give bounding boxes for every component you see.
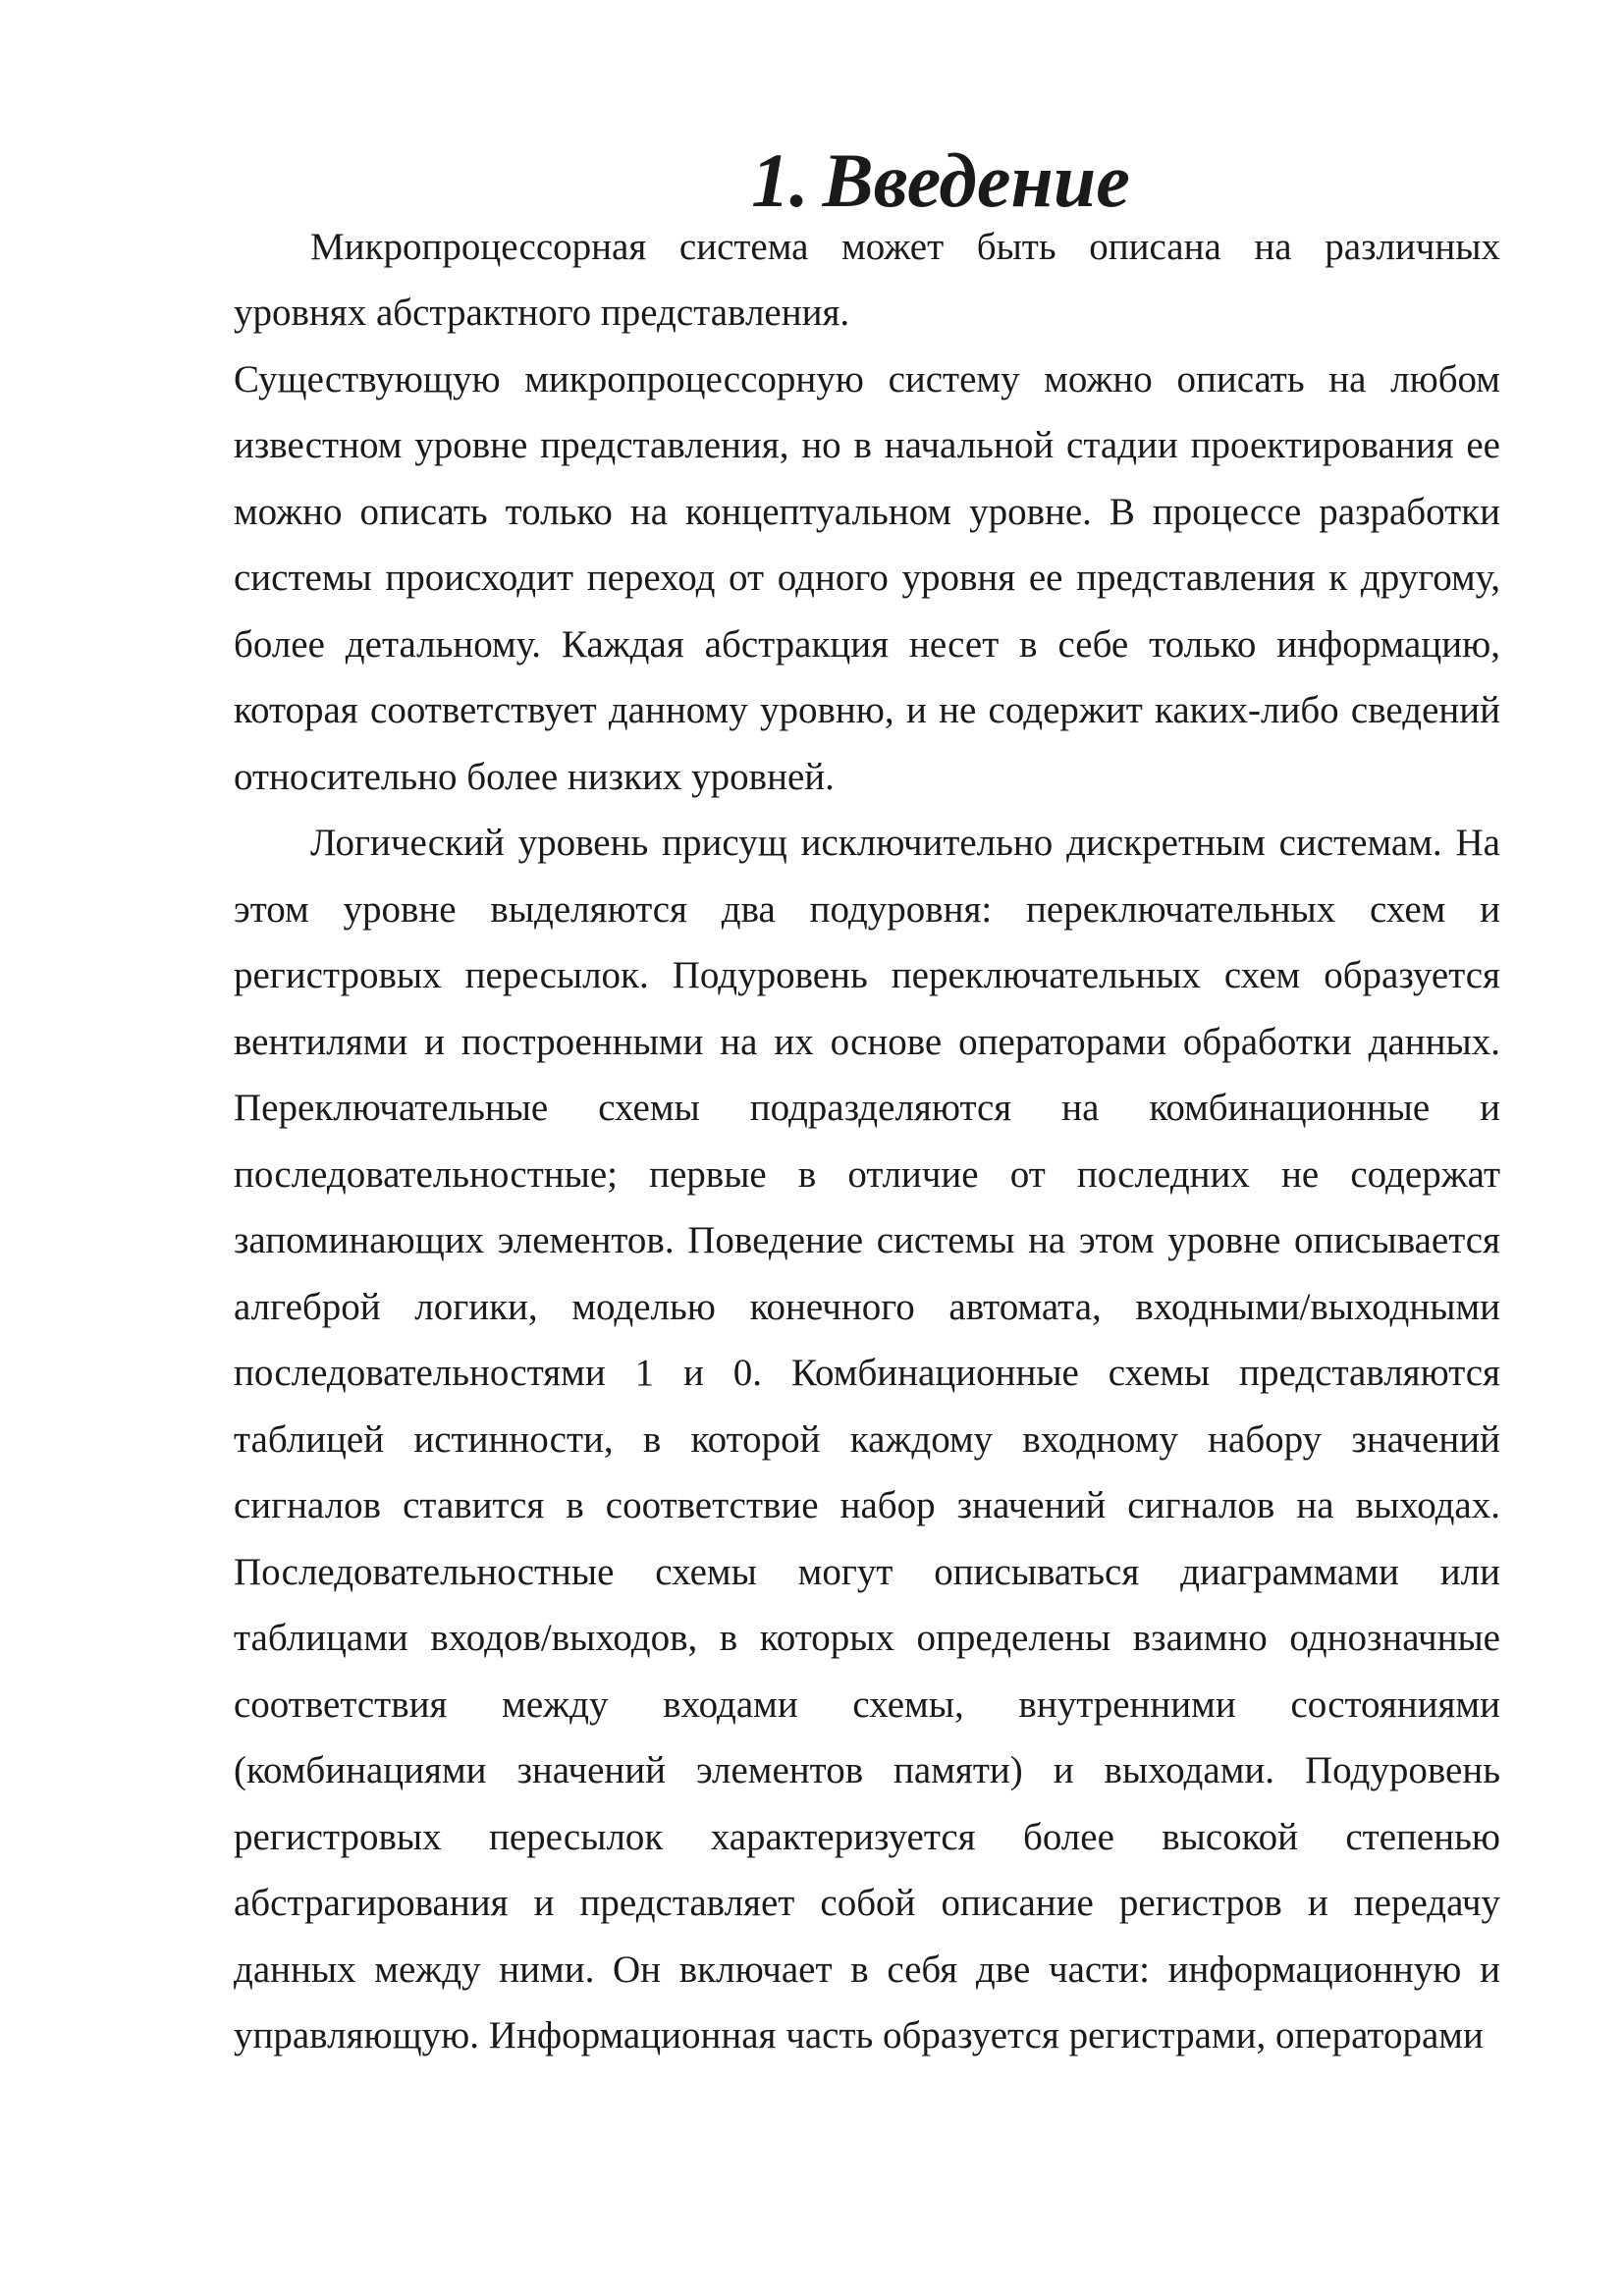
- document-page: [234, 137, 1500, 2069]
- paragraph-intro: Микропроцессорная система может быть описана на различных уровнях абстрактного представления.: [234, 225, 1500, 334]
- section-heading: [234, 137, 1500, 223]
- paragraph-logical-level: Логический уровень присущ исключительно дискретным системам. На этом уровне выделяются два подуровня: переключательных схем и регистровых пересылок. Подуровень переключательных схем образуется вентилями и построенными на их основе операторами обработки данных. Переключательные схемы подразделяются на комбинационные и последовательностные; первые в отличие от последних не содержат запоминающих элементов. Поведение системы на этом уровне описывается алгеброй логики, моделью конечного автомата, входными/выходными последовательностями 1 и 0. Комбинационные схемы представляются таблицей истинности, в которой каждому входному набору значений сигналов ставится в соответствие набор значений сигналов на выходах. Последовательностные схемы могут описываться диаграммами или таблицами входов/выходов, в которых определены взаимно однозначные соответствия между входами схемы, внутренними состояниями (комбинациями значений элементов памяти) и выходами. Подуровень регистровых пересылок характеризуется более высокой степенью абстрагирования и представляет собой описание регистров и передачу данных между ними. Он включает в себя две части: информационную и управляющую. Информационная часть образуется регистрами, операторами: [234, 822, 1500, 2056]
- section-number: 1.: [751, 137, 809, 223]
- section-title: Введение: [822, 137, 1130, 223]
- paragraph-description-levels: Существующую микропроцессорную систему можно описать на любом известном уровне представления, но в начальной стадии проектирования ее можно описать только на концептуальном уровне. В процессе разработки системы происходит переход от одного уровня ее представления к другому, более детальному. Каждая абстракция несет в себе только информацию, которая соответствует данному уровню, и не содержит каких-либо сведений относительно более низких уровней.: [234, 357, 1500, 798]
